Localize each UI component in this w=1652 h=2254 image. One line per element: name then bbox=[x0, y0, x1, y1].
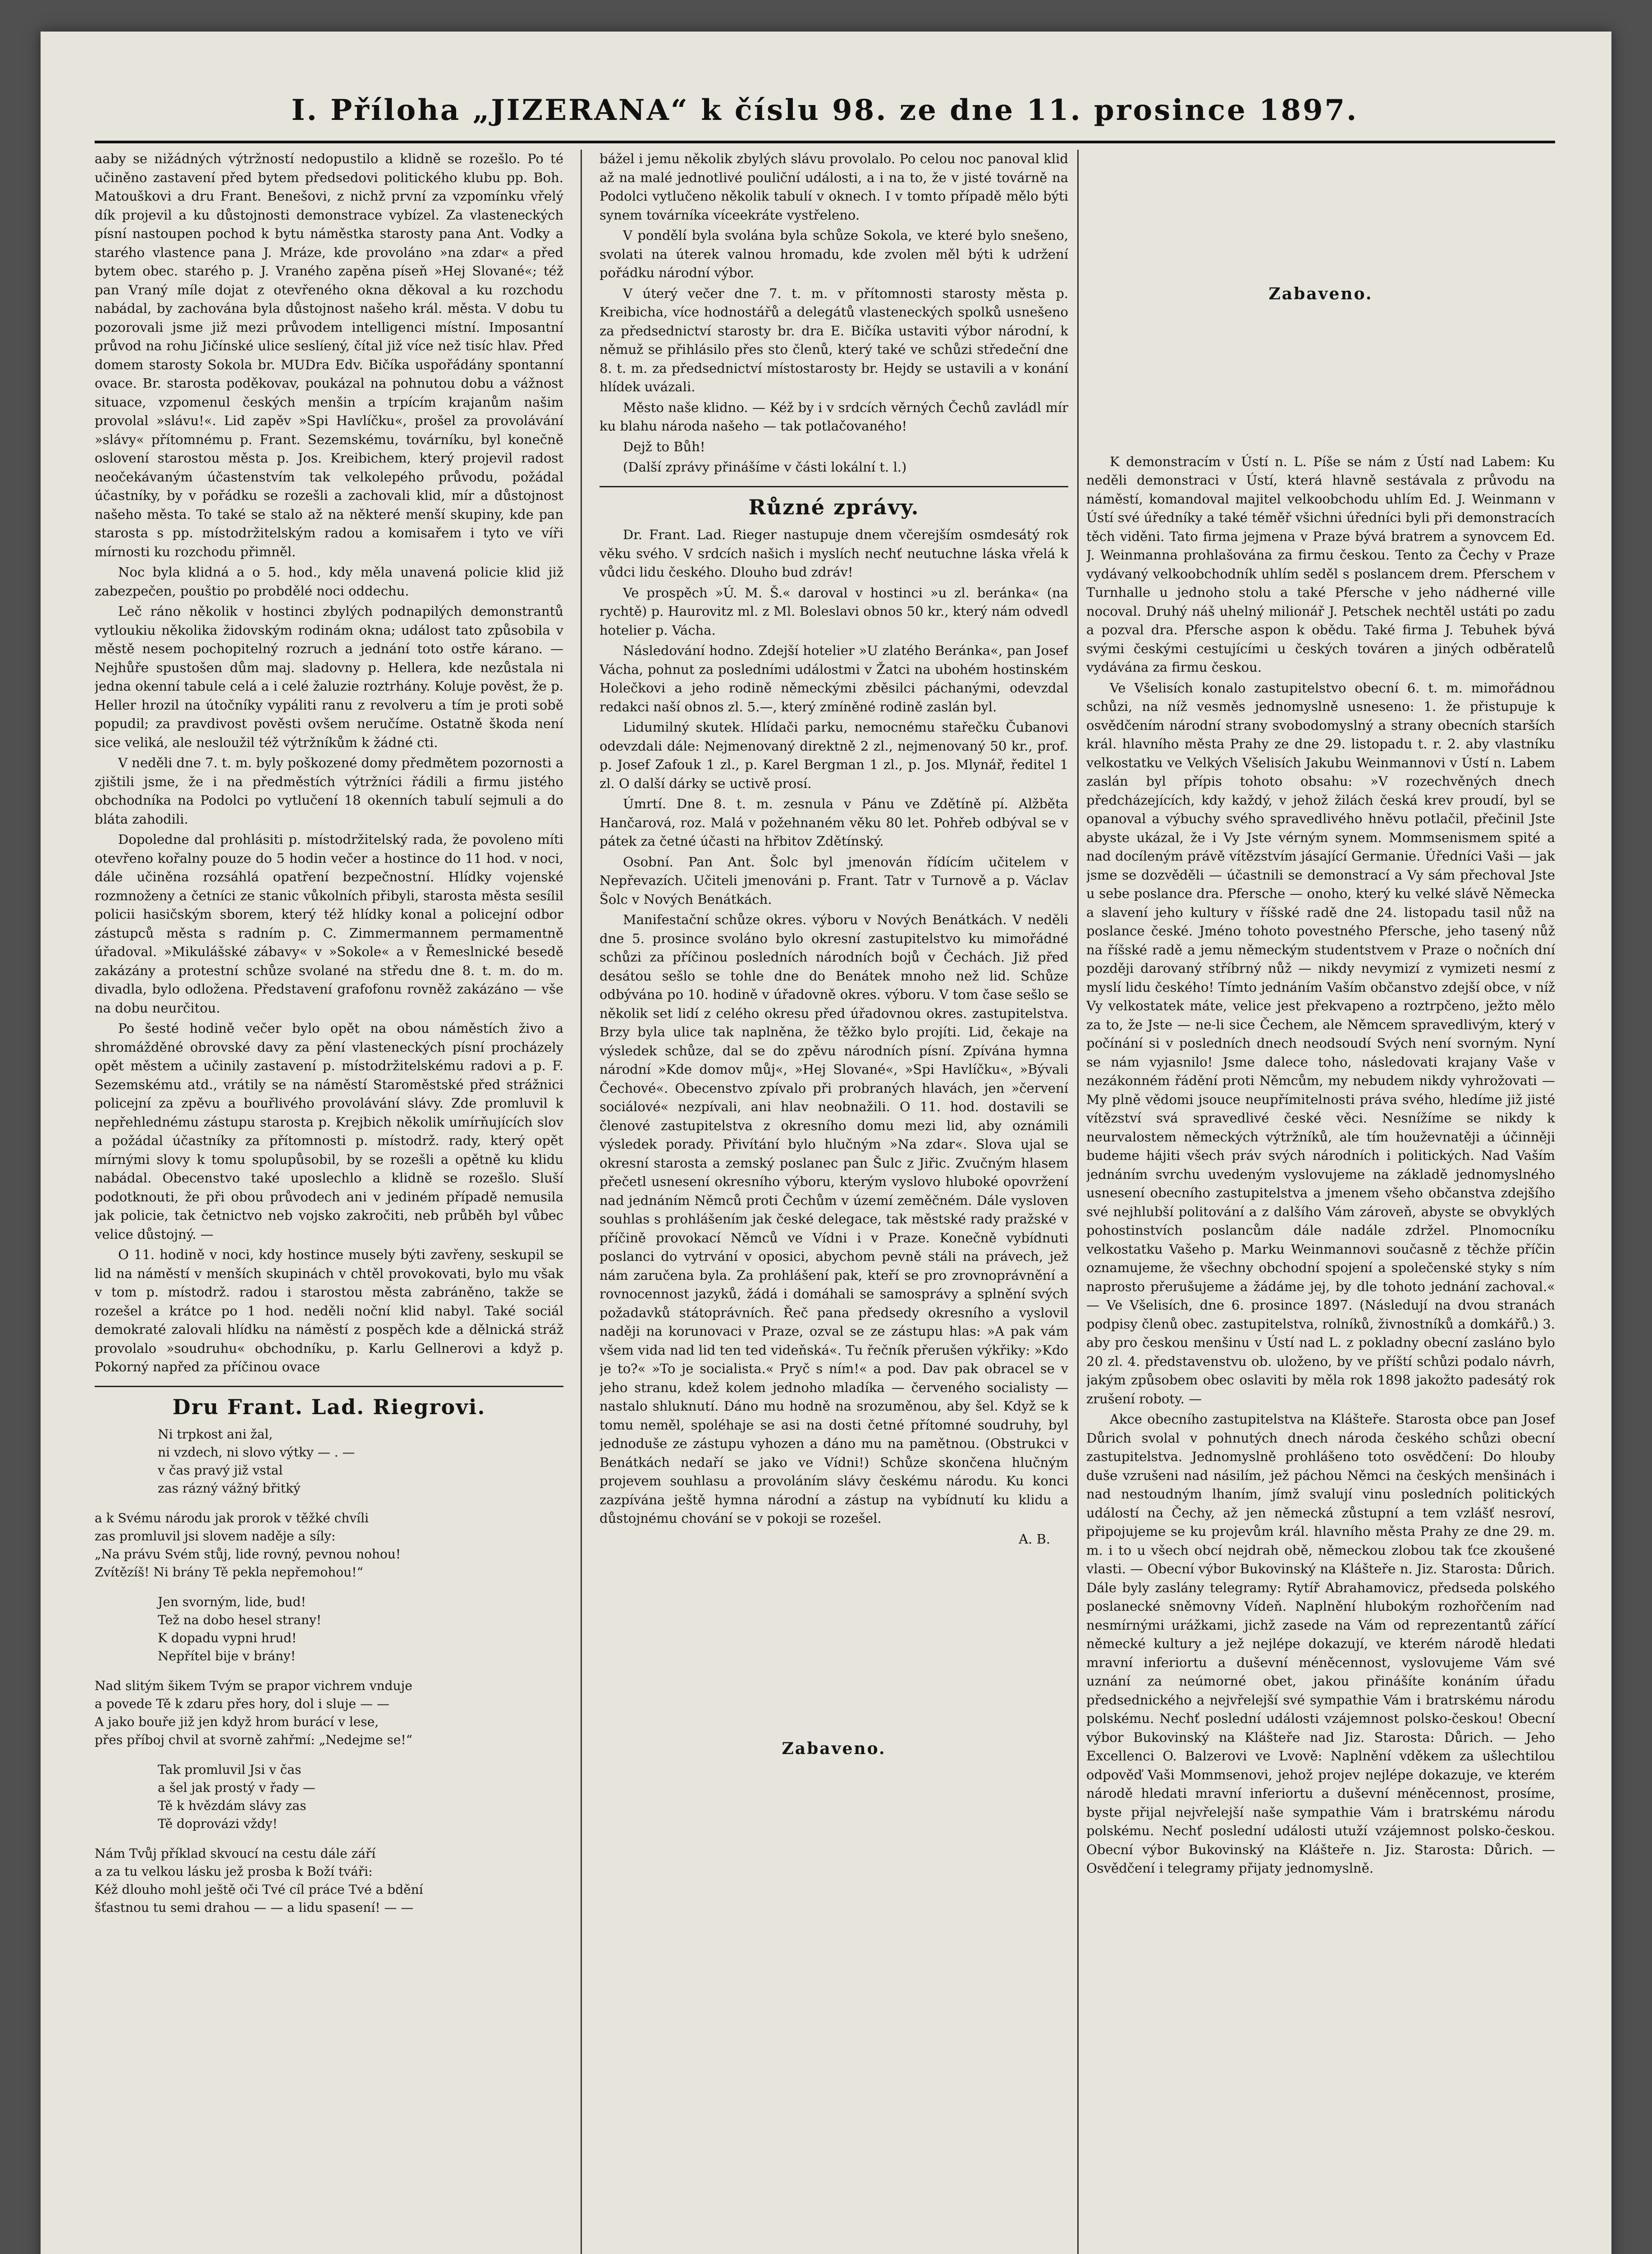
poem-title: Dru Frant. Lad. Riegrovi. bbox=[172, 1394, 486, 1419]
poem-line: a k Svému národu jak prorok v těžké chvíli bbox=[95, 1511, 369, 1526]
paragraph: V neděli dne 7. t. m. byly poškozené domy předmětem pozornosti a zjištili jsme, že i na předměstích výtržníci řádili a firmu jistého obchodníka na Podolci po vytlučení 18 okenních tabulí sejmuli a do bláta zahodili. bbox=[95, 755, 563, 827]
poem-line: Ni trpkost ani žal, bbox=[158, 1427, 273, 1442]
poem-stanza bbox=[95, 1761, 563, 1833]
paragraph: Akce obecního zastupitelstva na Klášteře. Starosta obce pan Josef Důrich svolal v pohnutých dnech národa českého schůzi obecní zastupitelstva. Jednomyslně prohlášeno toto osvědčení: Do hlouby duše vzrušeni nad násilím, jež páchou Němci na českých menšinách i nad nestoudným lhaním, jímž svalují vinu posledních politických událostí na Čechy, až jen německá zůstupní a tem vzlášť nesroví, připojujeme se ku projevům král. hlavního města Prahy ze dne 29. m. m. i to u všech obcí nejdrah obě, německou zlobou tak ťce zkoušené vlasti. — Obecní výbor Bukovinský na Klášteře n. Jiz. Starosta: Důrich. Dále byly zaslány telegramy: Rytíř Abrahamovicz, předseda polského poslanecké sněmovny Vídeň. Naplnění hlubokým rozhořčením nad nesmírnými urážkami, jichž zasede na Vám od reprezentantů zářící německé kultury a jež nejlépe dokazují, ve kterém národě hledati mravní inferiortu a duševní méněcennost, vyslovujeme Vám své uznání za neúmorné obet, jakou přinášíte konáním úřadu předsednického a nejvřelejší své sympathie Vám i bratrskému národu polskému. Nechť poslední události vzájemnost polsko-českou! Obecní výbor Bukovinský na Klášteře nad Jiz. Starosta: Důrich. — Jeho Excellenci O. Balzerovi ve Lvově: Naplnění vděkem za ušlechtilou odpověď Vaši Mommsenovi, jehož projev nejlépe dokazuje, ve kterém národě hledati mravní inferiortu a duševní méněcennost, prosíme, byste přijal nejvřelejší naše sympathie Vám i bratrskému národu polskému. Nechť poslední události utuží vzájemnost polsko-českou. Obecní výbor Bukovinský na Klášteře n. Jiz. Starosta: Důrich. — Osvědčení i telegramy přijaty jednomyslně. bbox=[1086, 1411, 1555, 1876]
poem-line: a za tu velkou lásku jež prosba k Boží tváři: bbox=[95, 1864, 373, 1879]
poem-line: a šel jak prostý v řady — bbox=[158, 1780, 316, 1795]
news-item: Lidumilný skutek. Hlídači parku, nemocnému stařečku Čubanovi odevzdali dále: Nejmenovaný direktně 2 zl., nejmenovaný 50 kr., prof. p. Josef Zafouk 1 zl., p. Karel Bergman 1 zl., p. Jos. Mlynář, ředitel 1 zl. O další dárky se uctivě prosí. bbox=[599, 719, 1068, 791]
column-1 bbox=[95, 150, 563, 2254]
poem-line: a povede Tě k zdaru přes hory, dol i sluje — — bbox=[95, 1696, 389, 1711]
news-item: Manifestační schůze okres. výboru v Nových Benátkách. V neděli dne 5. prosince svoláno bylo okresní zastupitelstvo ku mimořádné schůzi za příčinou posledních národních bojů v Čechách. Již před desátou sešlo se tohle dne do Benátek mnoho než lid. Schůze odbývána po 10. hodině v úřadovně okres. výboru. V tom čase sešlo se několik set lidí z celého okresu před úřadovnou okres. zastupitelstva. Brzy byla ulice tak naplněna, že těžko bylo projíti. Lid, čekaje na výsledek schůze, dal se do zpěvu národních písní. Zpívána hymna národní »Kde domov můj«, »Hej Slované«, »Spi Havlíčku«, »Bývali Čechové«. Obecenstvo zpívalo při probraných hlavách, jen »červení sociálové« nezpívali, ani hlav neobnažili. O 11. hod. dostavili se členové zastupitelstva z okresního domu mezi lid, aby oznámili výsledek porady. Přivítání bylo hlučným »Na zdar«. Slova ujal se okresní starosta a zemský poslanec pan Šulc z Jiřic. Zvučným hlasem přečetl usnesení okresního výboru, kterým vyslovo hluboké opovržení nad jednáním Němců proti Čechům v území zeměčném. Dále vysloven souhlas s prohlášením jak české delegace, tak městské rady pražské v příčině provokací Němců ve Vídni i v Praze. Konečně vybídnuti poslanci do vytrvání v oposici, abychom pevně stáli na právech, jež nám zaručena byla. Za prohlášení pak, kteří se pro zrovnoprávnění a rovnocennost jazyků, žádá i domáhali se samosprávy a splnění svých požadavků státoprávních. Řeč pana předsedy okresního a vyslovil naději na korunovaci v Praze, ozval se ze zástupu hlas: »A pak vám všem vida nad lid ten ted videňská«. Tu řečník přerušen výkřiky: »Kdo je to?« »To je socialista.« Pryč s ním!« a pod. Dav pak obracel se v jeho stranu, kdež kolem jednoho mladíka — červeného socialisty — nastalo shluknutí. Dáno mu hodně na srozuměnou, aby šel. Když se k tomu neměl, spoléhaje se asi na dosti četné přítomné soudruhy, byl jednoduše ze zástupu vyhozen a dáno mu na pamětnou. (Obstrukci v Benátkách nedaří se jako ve Vídni!) Schůze skončena hlučným projevem souhlasu a provoláním slávy českému národu. Ku konci zazpívána ještě hymna národní a zástup na vybídnutí ku klidu a důstojnému chování se v pokoji se rozešel. bbox=[599, 912, 1068, 1526]
banned-space bbox=[1086, 150, 1555, 285]
poem-line: šťastnou tu semi drahou — — a lidu spasení! — — bbox=[95, 1900, 414, 1915]
poem-line: Nad slitým šikem Tvým se prapor vichrem vnduje bbox=[95, 1678, 412, 1693]
column-separator bbox=[581, 150, 582, 2254]
news-item: Následování hodno. Zdejší hotelier »U zlatého Beránka«, pan Josef Vácha, pohnut za posledními událostmi v Žatci na ubohém hostinském Holečkovi a jeho rodině německými zběsilci páchanými, odevzdal redakci naší obnos zl. 5.—, který zmíněné rodině zaslán byl. bbox=[599, 643, 1068, 715]
poem-line: Zvítězíš! Ni brány Tě pekla nepřemohou!“ bbox=[95, 1565, 363, 1580]
paragraph: V úterý večer dne 7. t. m. v přítomnosti starosty města p. Kreibicha, více hodnostářů a delegátů vlasteneckých spolků usnešeno za předsednictví starosty br. dra E. Bičíka ustaviti výbor národní, k němuž se přihlásilo přes sto členů, který také ve schůzi středeční dne 8. t. m. za předsednictví místostarosty br. Hejdy se ustavili a v konání hlídek uvázali. bbox=[599, 285, 1068, 394]
paragraph: Noc byla klidná a o 5. hod., kdy měla unavená policie klid již zabezpečen, pouštio po probdělé noci oddechu. bbox=[95, 564, 563, 599]
poem-line: v čas pravý již vstal bbox=[158, 1463, 283, 1478]
poem-line: zas rázný vážný břitký bbox=[158, 1481, 301, 1496]
column-separator bbox=[1077, 150, 1079, 2254]
poem-line: Nám Tvůj příklad skvoucí na cestu dále září bbox=[95, 1846, 376, 1861]
column-2 bbox=[599, 150, 1068, 2254]
poem-line: Tě doprovázi vždy! bbox=[158, 1816, 278, 1831]
column-3 bbox=[1086, 150, 1555, 2254]
poem-line: K dopadu vypni hrud! bbox=[158, 1631, 297, 1645]
poem bbox=[95, 1425, 563, 1917]
poem-stanza bbox=[95, 1845, 563, 1917]
poem-stanza bbox=[95, 1593, 563, 1665]
paragraph: K demonstracím v Ústí n. L. Píše se nám z Ústí nad Labem: Ku neděli demonstraci v Ústí, která hlavně sestávala z průvodu na náměstí, komandoval majitel velkoobchodu uhlím Ed. J. Weinmann v Ústí své úředníky a také téměř všichni úředníci byli při demonstracích těch viděni. Tato firma jejmena v Praze bývá bratrem a synovcem Ed. J. Weinmanna prohlašována za firmu českou. Tento za Čechy v Praze vydávaný velkoobchodník uhlím seděl s poslancem drem. Pferschem v Turnhalle u jednoho stolu a také Pfersche v jeho nádherné ville nocoval. Druhý náš uhelný milionář J. Petschek nechtěl ustáti po zadu a pozval dra. Pfersche aspon k obědu. Také firma J. Tebuhek bývá svými českými cestujícími u českých továren a jiných odběratelů vydávána za firmu českou. bbox=[1086, 454, 1555, 675]
poem-stanza bbox=[95, 1509, 563, 1581]
news-title: Různé zprávy. bbox=[748, 495, 920, 519]
poem-line: „Na právu Svém stůj, lide rovný, pevnou nohou! bbox=[95, 1547, 401, 1562]
header-rule bbox=[95, 141, 1555, 143]
page-header: I. Příloha „JIZERANA“ k číslu 98. ze dne 11. prosince 1897. bbox=[291, 93, 1359, 127]
poem-line: Tě k hvězdám slávy zas bbox=[158, 1798, 307, 1813]
paragraph: bážel i jemu několik zbylých slávu provolalo. Po celou noc panoval klid až na malé jednotlivé pouliční události, a i na to, že v jisté továrně na Podolci vytlučeno několik tabulí v oknech. I v tomto případě mělo býti synem továrníka víceekráte vystřeleno. bbox=[599, 151, 1068, 223]
poem-line: zas promluvil jsi slovem naděje a síly: bbox=[95, 1529, 336, 1544]
poem-stanza bbox=[95, 1677, 563, 1749]
paragraph: V pondělí byla svolána byla schůze Sokola, ve které bylo snešeno, svolati na úterek valnou hromadu, kde zvolen měl býti k udržení pořádku národní výbor. bbox=[599, 228, 1068, 280]
newspaper-page bbox=[41, 32, 1611, 2254]
paragraph: aaby se nižádných výtržností nedopustilo a klidně se rozešlo. Po té učiněno zastavení před bytem předsedovi politického klubu pp. Boh. Matouškovi a dru Frant. Benešovi, z nichž první za vzpomínku vřelý dík projevil a ku důstojnosti demonstrace vybízel. Za vlasteneckých písní nastoupen pochod k bytu náměstka starosty pana Ant. Vodky a starého vlastence pana J. Mráze, kde provoláno »na zdar« a před bytem obec. starého p. J. Vraného zapěna píseň »Hej Slované«; též pan Vraný míle dojat z otevřeného okna děkoval a ku rozchodu nabádal, by zachována byla důstojnost našeho král. města. V dobu tu pozorovali jsme již mezi průvodem intelligenci místní. Imposantní průvod na rohu Jičínské ulice seslíený, čítal již více než tisíc hlav. Před domem starosty Sokola br. MUDra Edv. Bičíka uspořádány spontanní ovace. Br. starosta poděkovav, poukázal na pohnutou dobu a vážnost situace, vzpomenul českých menšin a trpícím krajanům našim provolal »slávu!«. Lid zapěv »Spi Havlíčku«, prošel za provolávání »slávy« přítomnému p. Frant. Sezemskému, továrníku, byl konečně oslovení starostou města p. Jos. Kreibichem, který projevil radost neočekávaným účastenstvím tak velkolepého průvodu, požádal účastníky, by v pořádku se rozešli a zachovali klid, mír a důstojnost našeho města. To také se stalo až na některé menší skupiny, kde pan starosta s pp. místodržitelským radou a komisařem i tyto ve víři mírnosti ku rozchodu přimněl. bbox=[95, 151, 563, 559]
poem-line: ni vzdech, ni slovo výtky — . — bbox=[158, 1445, 355, 1460]
news-item: Ve prospěch »Ú. M. Š.« daroval v hostinci »u zl. beránka« (na rychtě) p. Haurovitz ml. z Ml. Boleslavi obnos 50 kr., který nám odvedl hotelier p. Vácha. bbox=[599, 585, 1068, 638]
poem-line: Nepřítel bije v brány! bbox=[158, 1649, 296, 1663]
section-divider bbox=[599, 486, 1068, 487]
paragraph: Dejž to Bůh! bbox=[623, 439, 705, 454]
paragraph: Leč ráno několik v hostinci zbylých podnapilých demonstrantů vytloukiu několika židovským rodinám okna; událost tato způsobila v městě nesem pochopitelný rozruch a jednání toto ostře kárano. — Nejhůře spustošen dům maj. sladovny p. Hellera, kde nezůstala ni jedna okenní tabule celá a i celé žaluzie roztrhány. Koluje pověst, že p. Heller hrozil na útočníky vypáliti ranu z revolveru a tím je proti sobě popudil; za pravdivost pověsti ovšem neručíme. Ostatně škoda není sice veliká, ale nesloužil též výtržníkům k žádné cti. bbox=[95, 604, 563, 750]
paragraph: Dopoledne dal prohlásiti p. místodržitelský rada, že povoleno míti otevřeno kořalny pouze do 5 hodin večer a hostince do 11 hod. v noci, dále učiněna rozsáhlá opatření bezpečnostní. Hlídky vojenské rozmnoženy a četníci ze stanic vůkolních přibyli, starosta města sesílil policii hasičským sborem, který též hlídky konal a policejní odbor zástupců města s radním p. C. Zimmermannem permamentně úřadoval. »Mikulášské zábavy« v »Sokole« a v Řemeslnické besedě zakázány a protestní schůze svolané na středu dne 8. t. m. do m. divadla, bylo odložena. Představení grafofonu rovněž zakázáno — vše na dobu neurčitou. bbox=[95, 832, 563, 1016]
banned-space bbox=[1086, 304, 1555, 453]
article-signature: A. B. bbox=[1019, 1531, 1050, 1547]
news-item: Dr. Frant. Lad. Rieger nastupuje dnem včerejším osmdesátý rok věku svého. V srdcích našich i myslích nechť neutuchne láska vřelá k vůdci lidu českého. Dlouho bud zdráv! bbox=[599, 527, 1068, 580]
poem-line: Kéž dlouho mohl ještě oči Tvé cíl práce Tvé a bdění bbox=[95, 1882, 423, 1897]
poem-line: Tak promluvil Jsi v čas bbox=[158, 1762, 302, 1777]
poem-stanza bbox=[95, 1425, 563, 1498]
banned-space bbox=[599, 1550, 1068, 1740]
paragraph: Po šesté hodině večer bylo opět na obou náměstích živo a shromážděné obrovské davy za pění vlasteneckých písní procházely opět městem a učinily zastavení p. místodržitelskému radovi a p. F. Sezemskému atd., vrátily se na náměstí Staroměstské před strážnici policejní za zpěvu a bouřlivého provolávání slávy. Zde promluvil k nepřehlednému zástupu starosta p. Krejbich několik umírňujících slov a požádal účastníky za přítomnosti p. místodrž. rady, který opět mírnými slovy k tomu spolupůsobil, by se rozešli a opětně ku klidu nabádal. Obecenstvo také uposlechlo a klidně se rozešlo. Sluší podotknouti, že při obou průvodech ani v jediném případě nemusila jak policie, tak četnictvo neb vojsko zakročiti, neb průběh byl vůbec velice důstojný. — bbox=[95, 1021, 563, 1242]
paragraph: Město naše klidno. — Kéž by i v srdcích věrných Čechů zavládl mír ku blahu národa našeho — tak potlačovaného! bbox=[599, 399, 1068, 434]
poem-line: Jen svorným, lide, bud! bbox=[158, 1594, 306, 1609]
poem-line: přes příboj chvil at svorně zahřmí: „Nedejme se!“ bbox=[95, 1732, 412, 1747]
censored-notice: Zabaveno. bbox=[1268, 284, 1373, 303]
news-item: Osobní. Pan Ant. Šolc byl jmenován řídícím učitelem v Nepřevazích. Učiteli jmenováni p. Frant. Tatr v Turnově a p. Václav Šolc v Nových Benátkách. bbox=[599, 854, 1068, 907]
paragraph: (Další zprávy přinášíme v části lokální t. l.) bbox=[623, 459, 907, 475]
news-item: Úmrtí. Dne 8. t. m. zesnula v Pánu ve Zdětíně pí. Alžběta Hančarová, roz. Malá v požehnaném věku 80 let. Pohřeb odbýval se v pátek za četné účasti na hřbitov Zdětínský. bbox=[599, 796, 1068, 849]
section-divider bbox=[95, 1386, 563, 1387]
censored-notice: Zabaveno. bbox=[782, 1739, 886, 1758]
poem-line: A jako bouře již jen když hrom burácí v lese, bbox=[95, 1714, 379, 1729]
paragraph: Ve Všelisích konalo zastupitelstvo obecní 6. t. m. mimořádnou schůzi, na níž vesměs jednomyslně usneseno: 1. že přistupuje k osvědčením národní strany svobodomyslný a strany obecních starších král. hlavního města Prahy ze dne 29. listopadu t. r. 2. aby vlastníku velkostatku ve Velkých Všelisích Jakubu Weinmannovi v Ústí n. Labem zaslán byl přípis tohoto obsahu: »V rozechvěných dnech předcházejících, kdy každý, v jehož žilách česká krev proudí, byl se opanoval a výbuchy svého spravedlivého hněvu potlačil, přečinil Jste abyste ukázal, že i Vy Jste vérným synem. Mommsenismem spité a nad docíleným právě vítězstvím jásající Germanie. Úředníci Vaši — jak jsme se dozvěděli — účastnili se demonstrací a Vy sám přechoval Jste u sebe poslance dra. Pfersche — onoho, který ku velké slávě Německa a slavení jeho kultury v říšské radě dne 24. listopadu tasil nůž na poslance české. Jméno tohoto povestného Pfersche, jeho tasený nůž na říšské radě a jemu německým studentstvem v Praze o nočních dní později darovaný stříbrný nůž — nikdy nevymizí z vymizeti nesmí z myslí lidu českého! Tímto jednáním Vaším občanstvo zdejší obce, v níž Vy velkostatek máte, velice jest překvapeno a roztrpčeno, ježto mělo za to, že Jste — ne-li sice Čechem, ale Němcem spravedlivým, který v počínání si v posledních dnech neodsoudí Svých není svorným. Nyní se nám vyjasnilo! Jsme dalece toho, následovati krajany Vaše v nezákonném řádění proti Němcům, my nebudem nikdy vyhrožovati — My plně vědomi jsouce neupřímitelnosti práva svého, hledíme již jisté vítězství svá spravedlivé české věci. Nesnížíme se nikdy k neurvalostem německých výtržníků, ale tím houževnatěji a účinněji budeme hájiti všech práv svých národních i politických. Nad Vaším jednáním svrchu uvedeným vyslovujeme na základě jednomyslného usnesení obecního zastupitelstva a jmenem všeho občanstva zdejšího své nejhlubší politování a z dalšího Vám zároveň, abyste se obvyklých pohostinstvích poslancům dále nadále zdržel. Plnomocníku velkostatku Vašeho p. Marku Weinmannovi současně z těchže příčin oznamujeme, že všechny obchodní spojení a společenské styky s ním naprosto přerušujeme a žádáme jej, by dle tohoto jednání zachoval.« — Ve Všelisích, dne 6. prosince 1897. (Následují na dvou stranách podpisy členů obec. zastupitelstva, rolníků, živnostníků a domkářů.) 3. aby pro českou menšinu v Ústí nad L. z pokladny obecní zasláno bylo 20 zl. 4. představenstvu ob. uloženo, by ve příští schůzi podalo návrh, jakým způsobem obec oslaviti by měla rok 1898 jakožto padesátý rok zrušení roboty. — bbox=[1086, 680, 1555, 1406]
poem-line: Tež na dobo hesel strany! bbox=[158, 1613, 322, 1627]
paragraph: O 11. hodině v noci, kdy hostince musely býti zavřeny, seskupil se lid na náměstí v menších skupinách v chtěl provokovati, bylo mu však v tom p. místodrž. radou i starostou města zabráněno, takže se rozešel a krátce po 1 hod. neděli noční klid nabyl. Také sociál demokraté zalovali hlídku na náměstí z pospěch kde a dělnická stráž provolalo »soudruhu« obchodníku, p. Karlu Gellnerovi a když p. Pokorný napřed za příčinou ovace bbox=[95, 1247, 563, 1374]
